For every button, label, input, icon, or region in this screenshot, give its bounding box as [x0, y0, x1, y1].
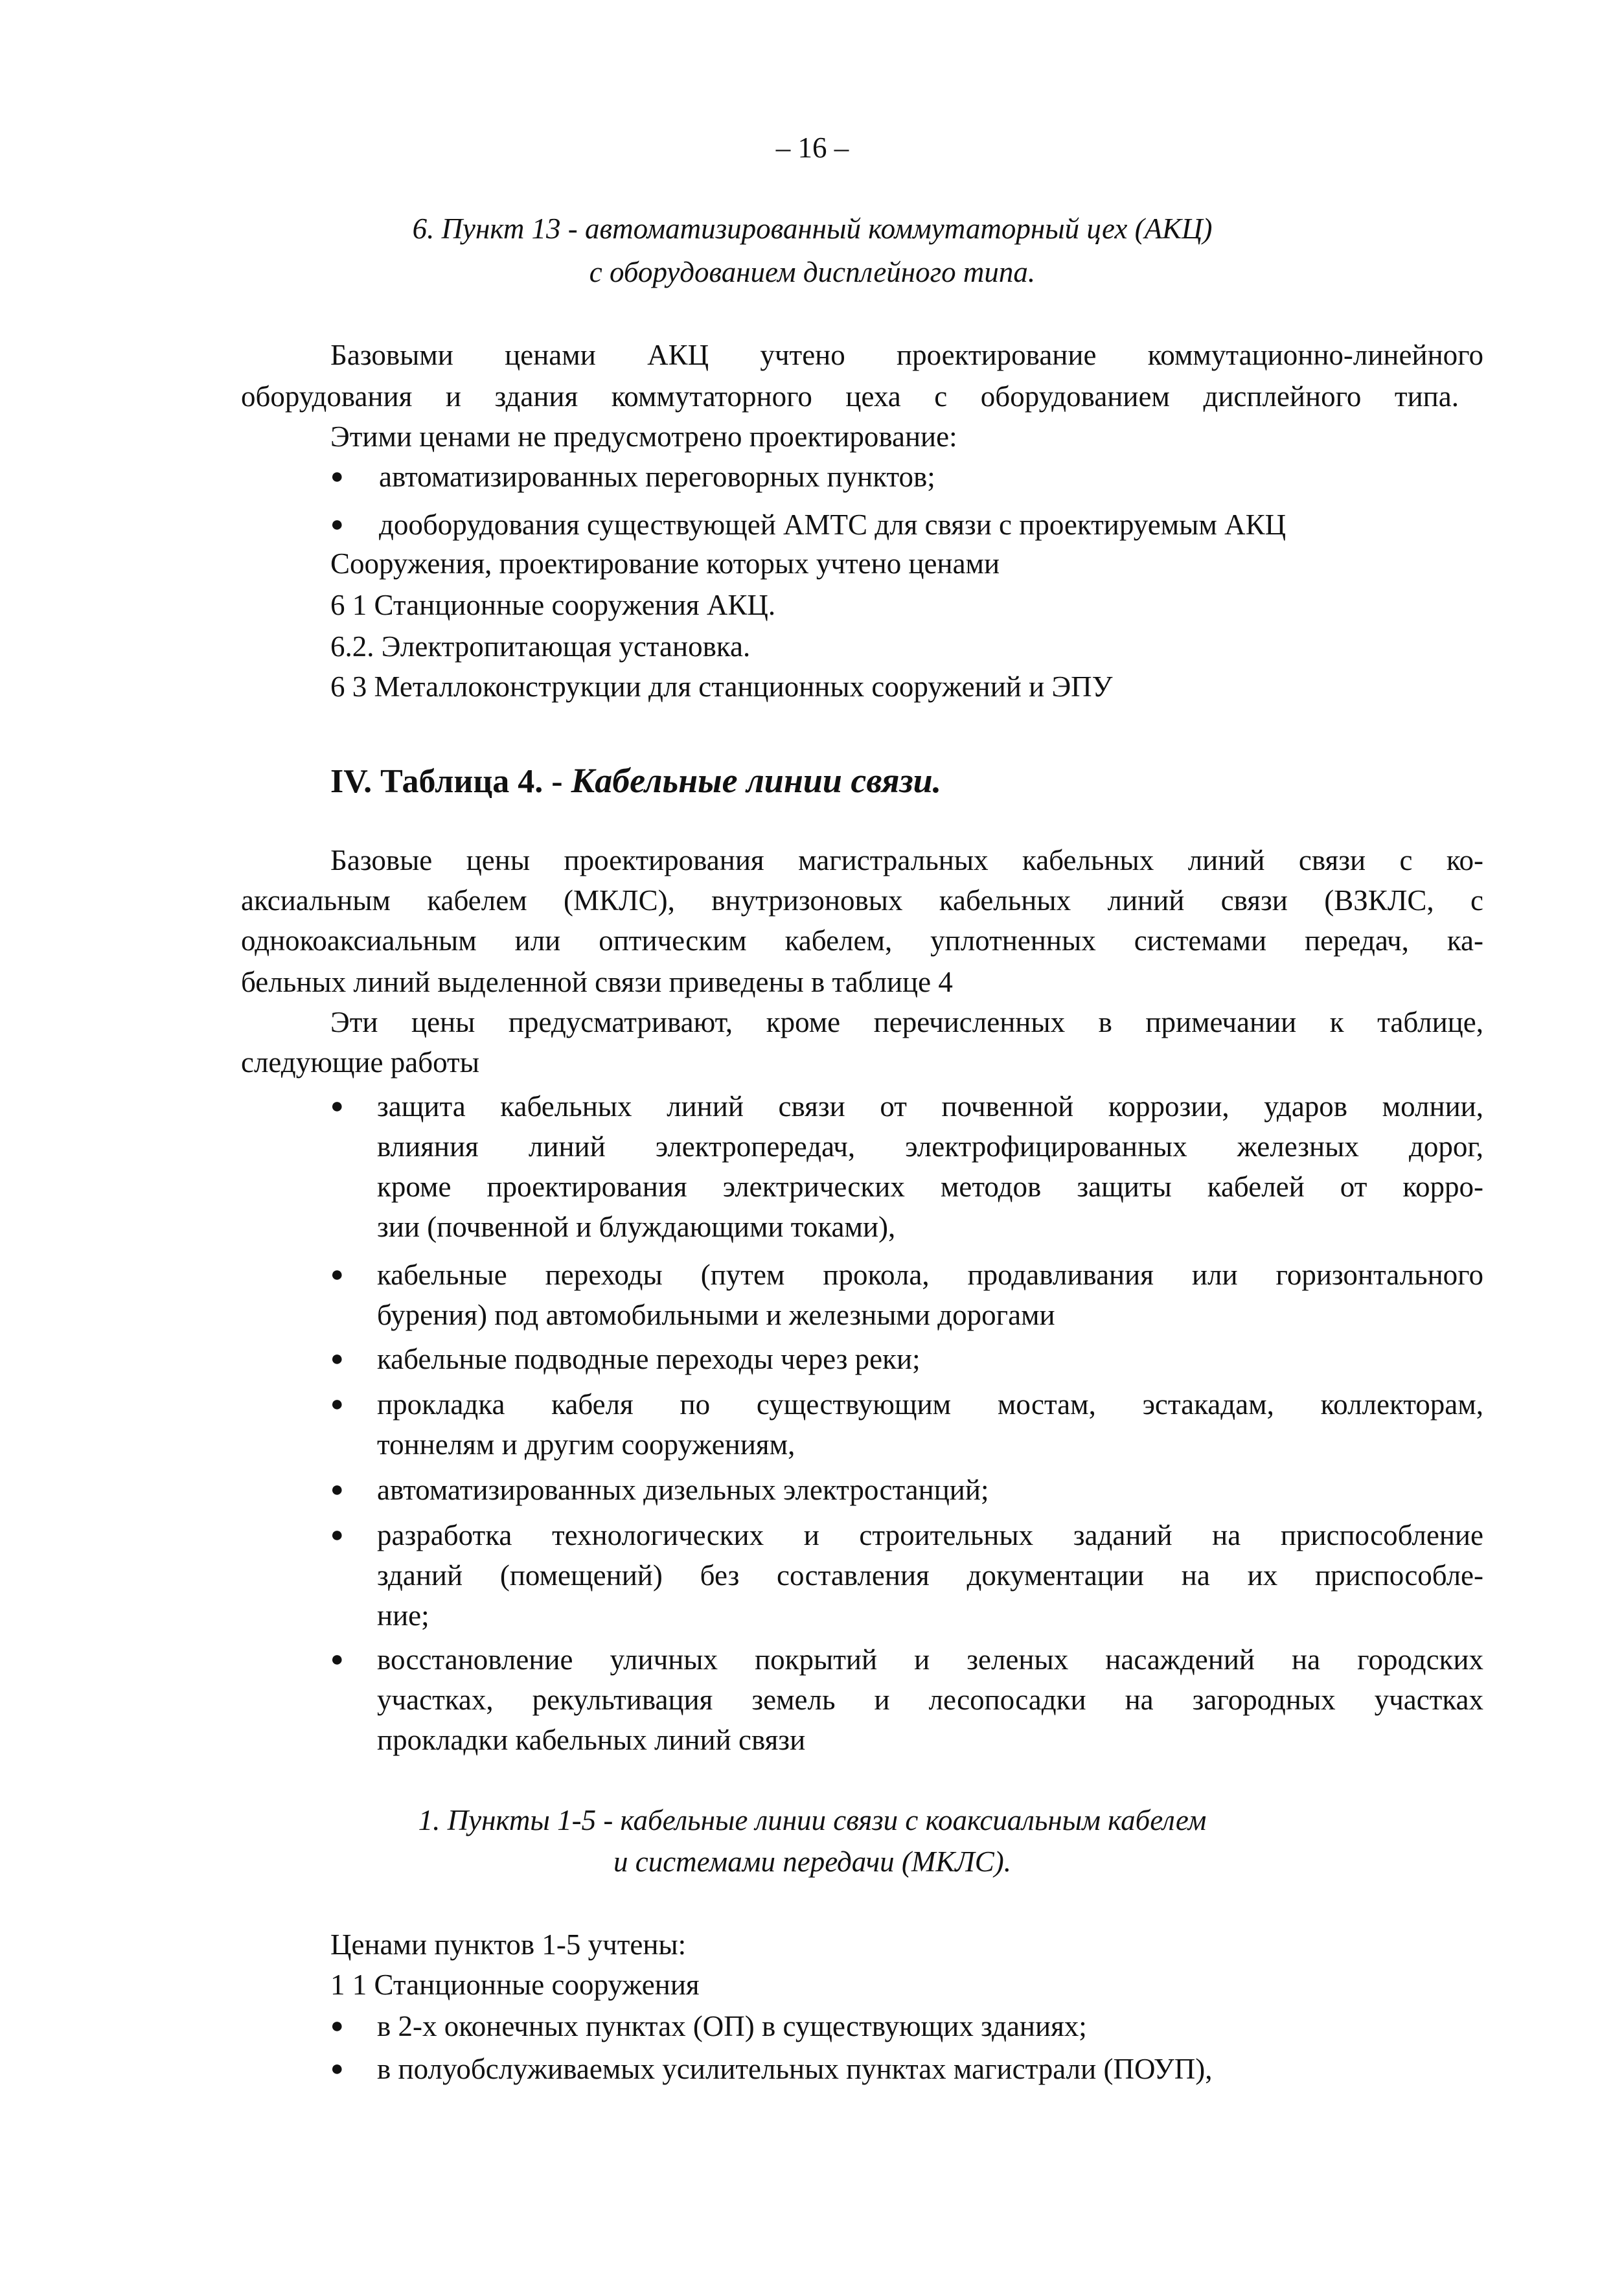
section6-item-3: 6 3 Металлоконструкции для станционных сооружений и ЭПУ — [330, 670, 1113, 703]
bullet-icon: ● — [330, 1647, 344, 1671]
section-iv-bullet6-line3: ние; — [377, 1599, 429, 1632]
section1-title-line1: 1. Пункты 1-5 - кабельные линии связи с коаксиальным кабелем — [418, 1804, 1207, 1836]
section-iv-bullet5-line1: автоматизированных дизельных электростанций; — [377, 1474, 989, 1506]
section-iv-para1-line3: однокоаксиальным или оптическим кабелем, уплотненных системами передач, ка- — [241, 924, 1483, 957]
section6-item-2: 6.2. Электропитающая установка. — [330, 630, 751, 663]
section-iv-bullet7-line3: прокладки кабельных линий связи — [377, 1724, 806, 1756]
section-iv-bullet6-line1: разработка технологических и строительных заданий на приспособление — [377, 1519, 1483, 1551]
bullet-icon: ● — [330, 1262, 344, 1286]
section6-bullet-1: автоматизированных переговорных пунктов; — [379, 461, 935, 493]
section-iv-bullet1-line2: влияния линий электропередач, электрофицированных железных дорог, — [377, 1130, 1483, 1163]
section6-item-1: 6 1 Станционные сооружения АКЦ. — [330, 589, 776, 621]
section-iv-bullet2-line2: бурения) под автомобильными и железными дорогами — [377, 1299, 1055, 1331]
section6-title-line2: с оборудованием дисплейного типа. — [589, 256, 1036, 288]
bullet-icon: ● — [330, 1478, 344, 1502]
bullet-icon: ● — [330, 2014, 344, 2038]
section6-para1-line2: оборудования и здания коммутаторного цеха с оборудованием дисплейного типа. — [241, 380, 1459, 413]
section-iv-bullet1-line4: зии (почвенной и блуждающими токами), — [377, 1211, 896, 1243]
page-number: – 16 – — [775, 131, 849, 164]
section-iv-para2-line2: следующие работы — [241, 1046, 479, 1079]
bullet-icon: ● — [330, 512, 344, 536]
section-iv-para1-line1: Базовые цены проектирования магистральных кабельных линий связи с ко- — [330, 844, 1483, 876]
bullet-icon: ● — [330, 1392, 344, 1416]
section-iv-para2-line1: Эти цены предусматривают, кроме перечисленных в примечании к таблице, — [330, 1006, 1483, 1038]
section-iv-bullet7-line2: участках, рекультивация земель и лесопосадки на загородных участках — [377, 1684, 1483, 1716]
bullet-icon: ● — [330, 1347, 344, 1371]
section-iv-bullet4-line2: тоннелям и другим сооружениям, — [377, 1428, 795, 1461]
section6-title-line1: 6. Пункт 13 - автоматизированный коммутаторный цех (АКЦ) — [412, 212, 1213, 245]
bullet-icon: ● — [330, 1523, 344, 1547]
bullet-icon: ● — [330, 464, 344, 488]
section-iv-bullet3-line1: кабельные подводные переходы через реки; — [377, 1343, 921, 1375]
section-iv-bullet6-line2: зданий (помещений) без составления документации на их приспособле- — [377, 1559, 1483, 1592]
section-iv-bullet1-line1: защита кабельных линий связи от почвенной коррозии, ударов молнии, — [377, 1090, 1483, 1123]
section1-bullet-1: в 2-х оконечных пунктах (ОП) в существующих зданиях; — [377, 2010, 1087, 2042]
section-iv-bullet1-line3: кроме проектирования электрических методов защиты кабелей от корро- — [377, 1171, 1483, 1203]
section1-title-line2: и системами передачи (МКЛС). — [613, 1845, 1012, 1878]
bullet-icon: ● — [330, 1094, 344, 1118]
section-iv-heading-title: Кабельные линии связи. — [571, 761, 942, 800]
section-iv-heading-prefix: IV. Таблица 4. - — [330, 763, 563, 800]
section1-item: 1 1 Станционные сооружения — [330, 1969, 700, 2001]
section6-para2: Этими ценами не предусмотрено проектирование: — [330, 420, 957, 453]
section6-structures-intro: Сооружения, проектирование которых учтено ценами — [330, 547, 1000, 580]
section-iv-bullet7-line1: восстановление уличных покрытий и зеленых насаждений на городских — [377, 1643, 1483, 1676]
section1-bullet-2: в полуобслуживаемых усилительных пунктах магистрали (ПОУП), — [377, 2053, 1213, 2085]
section-iv-bullet4-line1: прокладка кабеля по существующим мостам, эстакадам, коллекторам, — [377, 1388, 1483, 1421]
section6-bullet-2: дооборудования существующей АМТС для связи с проектируемым АКЦ — [379, 508, 1287, 541]
section-iv-para1-line2: аксиальным кабелем (МКЛС), внутризоновых кабельных линий связи (ВЗКЛС, с — [241, 884, 1483, 917]
section-iv-bullet2-line1: кабельные переходы (путем прокола, продавливания или горизонтального — [377, 1259, 1483, 1291]
section1-intro: Ценами пунктов 1-5 учтены: — [330, 1928, 687, 1961]
section6-para1-line1: Базовыми ценами АКЦ учтено проектирование коммутационно-линейного — [330, 339, 1483, 371]
bullet-icon: ● — [330, 2057, 344, 2081]
section-iv-para1-line4: бельных линий выделенной связи приведены в таблице 4 — [241, 966, 953, 998]
section-iv-heading — [330, 761, 941, 801]
